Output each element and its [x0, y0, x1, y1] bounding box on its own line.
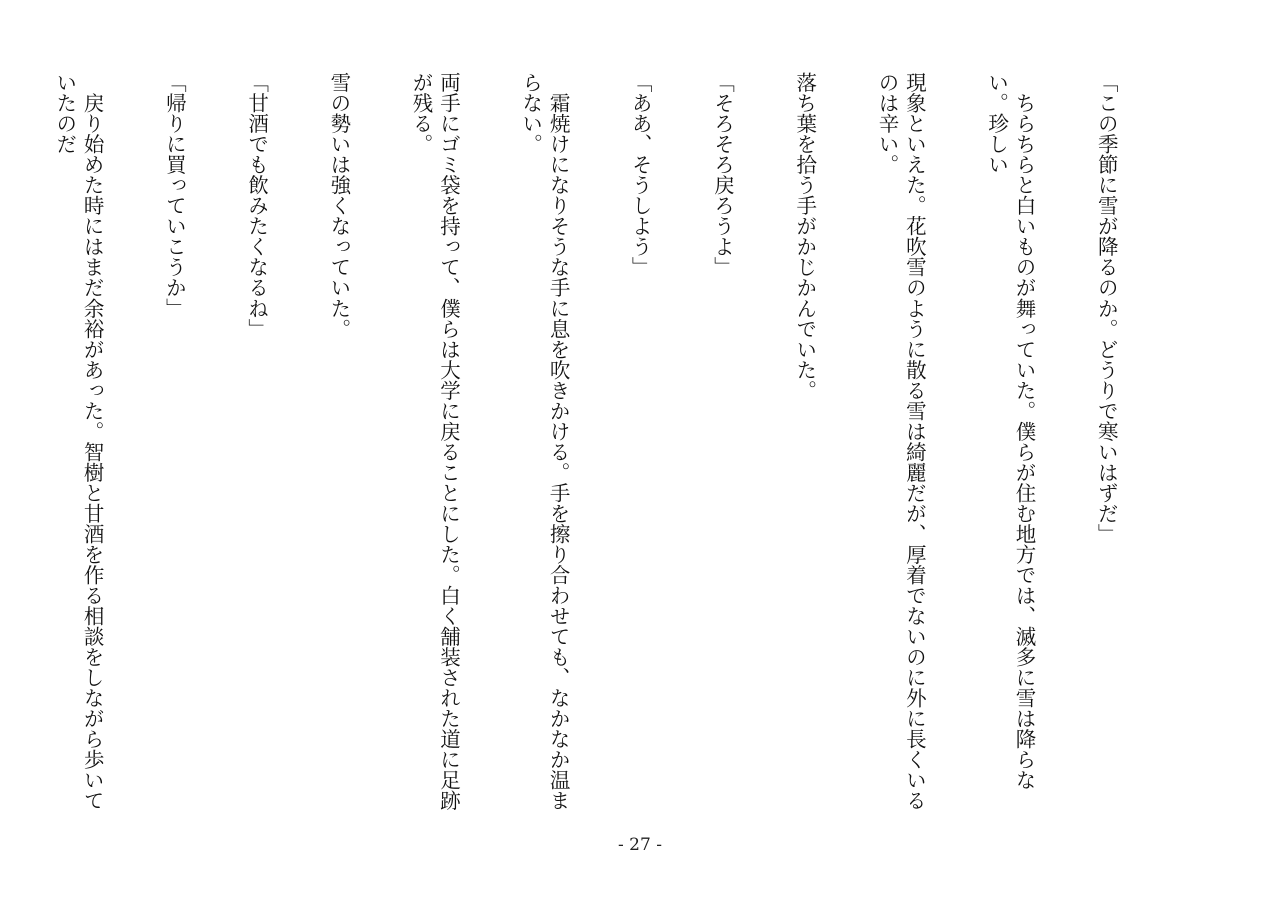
text-line: ちらちらと白いものが舞っていた。僕らが住む地方では、滅多に雪は降らない。珍しい: [984, 72, 1036, 791]
text-line: 両手にゴミ袋を持って、僕らは大学に戻ることにした。白く舗装された道に足跡が残る。: [409, 72, 461, 811]
text-line: 落ち葉を拾う手がかじかんでいた。: [792, 72, 817, 401]
text-line: 「甘酒でも飲みたくなるね」: [244, 72, 269, 339]
text-line: 「帰りに買っていこうか」: [162, 72, 187, 319]
text-line: 「この季節に雪が降るのか。どうりで寒いはずだ」: [1094, 72, 1119, 544]
text-line: 戻り始めた時にはまだ余裕があった。智樹と甘酒を作る相談をしながら歩いていたのだ: [52, 72, 105, 811]
page-number: - 27 -: [618, 835, 662, 855]
text-line: 「そろそろ戻ろうよ」: [710, 72, 735, 278]
text-line: 現象といえた。花吹雪のように散る雪は綺麗だが、厚着でないのに外に長くいるのは辛い。: [874, 72, 927, 811]
text-line: 雪の勢いは強くなっていた。: [326, 72, 351, 339]
vertical-text-body: [52, 72, 1174, 812]
text-line: 「ああ、そうしよう」: [628, 72, 653, 278]
text-line: 霜焼けになりそうな手に息を吹きかける。手を擦り合わせても、なかなか温まらない。: [518, 72, 571, 811]
